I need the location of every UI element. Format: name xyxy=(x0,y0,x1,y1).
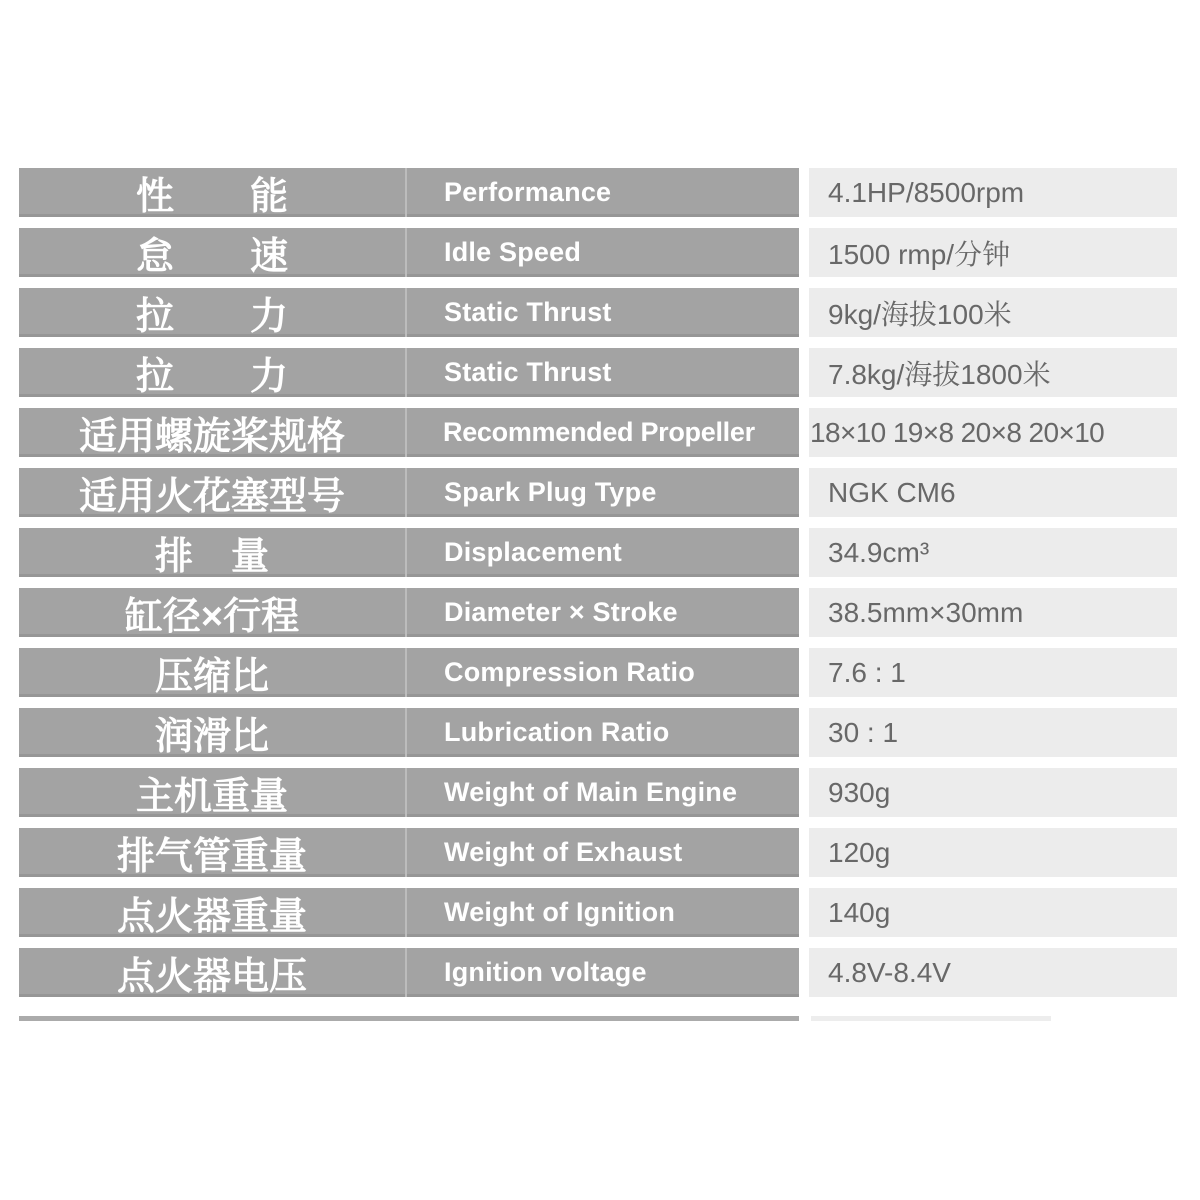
label-chinese-cell: 压缩比 xyxy=(19,648,407,697)
label-chinese-cell: 拉 力 xyxy=(19,348,407,397)
label-chinese-cell: 主机重量 xyxy=(19,768,407,817)
column-gap xyxy=(799,948,809,997)
spec-row xyxy=(19,528,1177,577)
value-cell: 930g xyxy=(809,768,1177,817)
label-chinese-cell: 点火器电压 xyxy=(19,948,407,997)
column-gap xyxy=(799,828,809,877)
column-gap xyxy=(799,648,809,697)
cropped-next-row-value-sliver xyxy=(811,1016,1051,1021)
value-cell: 4.1HP/8500rpm xyxy=(809,168,1177,217)
spec-row xyxy=(19,588,1177,637)
column-gap xyxy=(799,228,809,277)
label-english-cell: Static Thrust xyxy=(407,348,799,397)
column-gap xyxy=(799,168,809,217)
spec-row xyxy=(19,288,1177,337)
spec-row xyxy=(19,768,1177,817)
column-gap xyxy=(799,708,809,757)
spec-row xyxy=(19,708,1177,757)
label-chinese-cell: 缸径×行程 xyxy=(19,588,407,637)
label-english-cell: Weight of Exhaust xyxy=(407,828,799,877)
column-gap xyxy=(799,588,809,637)
label-english-cell: Diameter × Stroke xyxy=(407,588,799,637)
label-chinese-cell: 润滑比 xyxy=(19,708,407,757)
label-english-cell: Spark Plug Type xyxy=(407,468,799,517)
spec-row xyxy=(19,828,1177,877)
column-gap xyxy=(799,528,809,577)
label-english-cell: Displacement xyxy=(407,528,799,577)
value-cell: 30 : 1 xyxy=(809,708,1177,757)
label-english-cell: Performance xyxy=(407,168,799,217)
spec-row xyxy=(19,948,1177,997)
value-cell: 4.8V-8.4V xyxy=(809,948,1177,997)
column-gap xyxy=(799,468,809,517)
value-cell: 18×10 19×8 20×8 20×10 xyxy=(809,408,1177,457)
column-gap xyxy=(799,288,809,337)
spec-table xyxy=(19,168,1177,1008)
column-gap xyxy=(799,888,809,937)
value-cell: 140g xyxy=(809,888,1177,937)
label-chinese-cell: 适用火花塞型号 xyxy=(19,468,407,517)
label-english-cell: Idle Speed xyxy=(407,228,799,277)
label-chinese-cell: 性 能 xyxy=(19,168,407,217)
value-cell: 1500 rmp/分钟 xyxy=(809,228,1177,277)
value-cell: 34.9cm³ xyxy=(809,528,1177,577)
column-gap xyxy=(799,768,809,817)
value-cell: 7.8kg/海拔1800米 xyxy=(809,348,1177,397)
cropped-next-row-label-sliver xyxy=(19,1016,799,1021)
label-english-cell: Weight of Main Engine xyxy=(407,768,799,817)
value-cell: 38.5mm×30mm xyxy=(809,588,1177,637)
value-cell: 7.6 : 1 xyxy=(809,648,1177,697)
spec-row xyxy=(19,168,1177,217)
spec-row xyxy=(19,348,1177,397)
spec-row xyxy=(19,888,1177,937)
spec-row xyxy=(19,468,1177,517)
label-english-cell: Weight of Ignition xyxy=(407,888,799,937)
label-chinese-cell: 排 量 xyxy=(19,528,407,577)
label-chinese-cell: 拉 力 xyxy=(19,288,407,337)
spec-row xyxy=(19,408,1177,457)
column-gap xyxy=(799,408,809,457)
label-chinese-cell: 点火器重量 xyxy=(19,888,407,937)
label-english-cell: Recommended Propeller xyxy=(407,408,799,457)
label-english-cell: Compression Ratio xyxy=(407,648,799,697)
spec-row xyxy=(19,228,1177,277)
column-gap xyxy=(799,348,809,397)
label-english-cell: Static Thrust xyxy=(407,288,799,337)
value-cell: 120g xyxy=(809,828,1177,877)
label-chinese-cell: 适用螺旋桨规格 xyxy=(19,408,407,457)
value-cell: 9kg/海拔100米 xyxy=(809,288,1177,337)
label-chinese-cell: 排气管重量 xyxy=(19,828,407,877)
label-english-cell: Lubrication Ratio xyxy=(407,708,799,757)
spec-row xyxy=(19,648,1177,697)
label-english-cell: Ignition voltage xyxy=(407,948,799,997)
value-cell: NGK CM6 xyxy=(809,468,1177,517)
label-chinese-cell: 怠 速 xyxy=(19,228,407,277)
